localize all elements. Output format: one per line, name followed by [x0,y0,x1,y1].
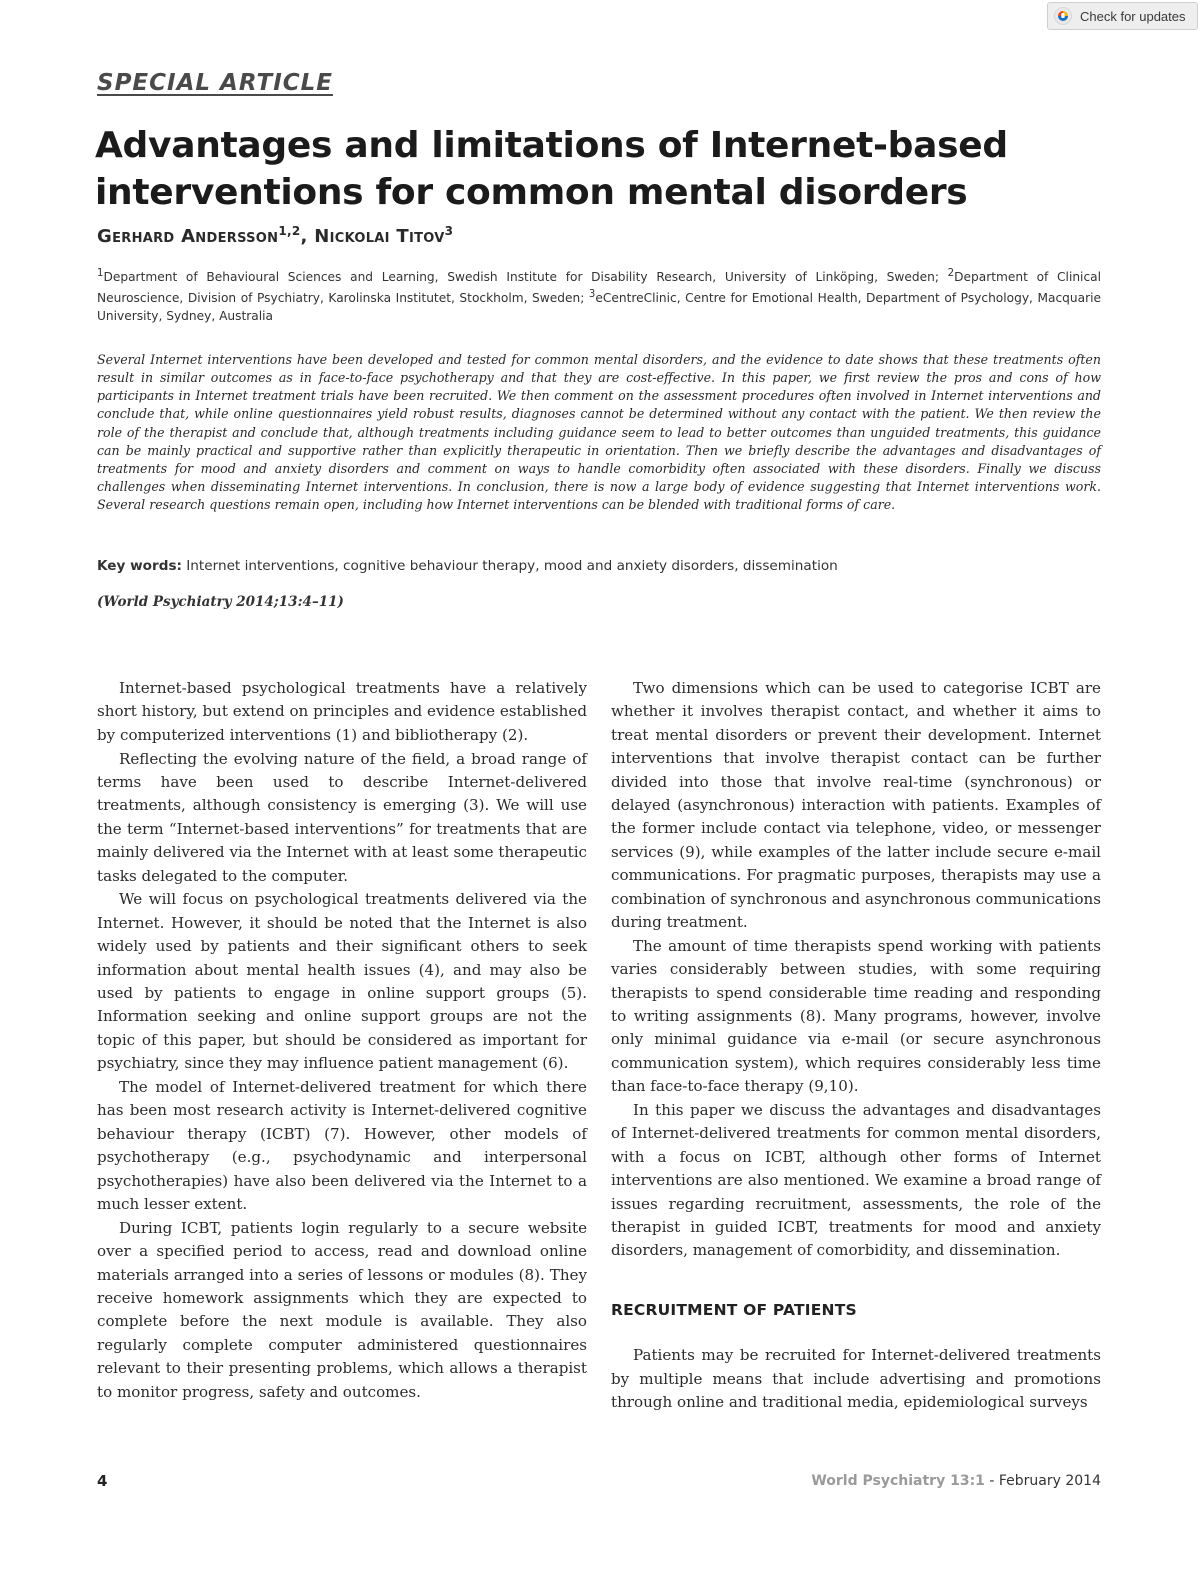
keywords [97,558,838,574]
affil-3-mark: 3 [588,289,596,301]
section-heading: RECRUITMENT OF PATIENTS [611,1300,857,1319]
author-2-name: Nickolai Titov [314,226,445,247]
affil-3-text: eCentreClinic, Centre for Emotional Health, Department of Psychology, Macquarie University, Sydney, Australia [97,291,1102,324]
check-for-updates-button[interactable] [1047,2,1198,30]
author-separator: , [300,226,315,247]
affil-1-text: Department of Behavioural Sciences and Learning, Swedish Institute for Disability Research, University of Linköping, Sweden; [103,270,948,285]
author-2-affil: 3 [444,224,454,238]
journal-name: World Psychiatry 13:1 [811,1473,985,1489]
body-paragraph: The amount of time therapists spend working with patients varies considerably between studies, with some requiring therapists to spend considerable time reading and responding to writing assignments (8). Many programs, however, involve only minimal guidance via e-mail (or secure asynchronous communication system), which requires considerably less time than face-to-face therapy (9,10). [611,936,1101,1096]
article-title [95,122,1105,216]
right-column [611,677,1101,1415]
footer-dash: - [984,1473,999,1489]
body-paragraph: Reflecting the evolving nature of the field, a broad range of terms have been used to describe Internet-delivered treatments, although consistency is emerging (3). We will use the term “Internet-based interventions” for treatments that are mainly delivered via the Internet with at least some therapeutic tasks delegated to the computer. [97,749,587,885]
author-1-affil: 1,2 [278,224,301,238]
keywords-text: Internet interventions, cognitive behaviour therapy, mood and anxiety disorders, dissemination [181,558,838,574]
affil-2-text: Department of Clinical Neuroscience, Division of Psychiatry, Karolinska Institutet, Stockholm, Sweden; [97,270,1101,306]
affil-2-mark: 2 [947,268,955,279]
affil-1-mark: 1 [97,268,104,279]
body-paragraph: We will focus on psychological treatments delivered via the Internet. However, it should be noted that the Internet is also widely used by patients and their significant others to seek information about mental health issues (4), and may also be used by patients to engage in online support groups (5). Information seeking and online support groups are not the topic of this paper, but should be considered as important for psychiatry, since they may influence patient management (6). [97,890,587,1073]
page-number: 4 [97,1472,108,1490]
body-paragraph: The model of Internet-delivered treatment for which there has been most research activity is Internet-delivered cognitive behaviour therapy (ICBT) (7). However, other models of psychotherapy (e.g., psychodynamic and interpersonal psychotherapies) have also been delivered via the Internet to a much lesser extent. [97,1077,587,1213]
title-line-2: interventions for common mental disorders [95,172,968,213]
left-column [97,677,587,1404]
check-updates-icon [1054,7,1072,25]
title-line-1: Advantages and limitations of Internet-based [95,125,1008,166]
body-paragraph: Internet-based psychological treatments have a relatively short history, but extend on principles and evidence established by computerized interventions (1) and bibliotherapy (2). [97,679,587,744]
keywords-label: Key words: [97,558,182,574]
body-paragraph: Patients may be recruited for Internet-delivered treatments by multiple means that include advertising and promotions through online and traditional media, epidemiological surveys [611,1346,1101,1412]
section-label: SPECIAL ARTICLE [97,70,334,96]
affiliations [97,265,1101,325]
body-paragraph: In this paper we discuss the advantages and disadvantages of Internet-delivered treatments for common mental disorders, with a focus on ICBT, although other forms of Internet interventions are also mentioned. We examine a broad range of issues regarding recruitment, assessments, the role of the therapist in guided ICBT, treatments for mood and anxiety disorders, management of comorbidity, and dissemination. [611,1101,1101,1260]
body-paragraph: During ICBT, patients login regularly to a secure website over a specified period to access, read and download online materials arranged into a series of lessons or modules (8). They receive homework assignments which they are expected to complete before the next module is available. They also regularly complete computer administered questionnaires relevant to their presenting problems, which allows a therapist to monitor progress, safety and outcomes. [97,1218,587,1401]
check-updates-label: Check for updates [1080,8,1186,24]
body-paragraph: Two dimensions which can be used to categorise ICBT are whether it involves therapist contact, and whether it aims to treat mental disorders or prevent their development. Internet interventions that involve therapist contact can be further divided into those that involve real-time (synchronous) or delayed (asynchronous) interaction with patients. Examples of the former include contact via telephone, video, or messenger services (9), while examples of the latter include secure e-mail communications. For pragmatic purposes, therapists may use a combination of synchronous and asynchronous communications during treatment. [611,679,1101,932]
issue-date: February 2014 [998,1473,1101,1489]
abstract: Several Internet interventions have been developed and tested for common mental disorders, and the evidence to date shows that these treatments often result in similar outcomes as in face-to-face psychotherapy and that they are cost-effective. In this paper, we first review the pros and cons of how participants in Internet treatment trials have been recruited. We then comment on the assessment procedures often involved in Internet interventions and conclude that, while online questionnaires yield robust results, diagnoses cannot be determined without any contact with the patient. We then review the role of the therapist and conclude that, although treatments including guidance seem to lead to better outcomes than unguided treatments, this guidance can be mainly practical and supportive rather than explicitly therapeutic in orientation. Then we briefly describe the advantages and disadvantages of treatments for mood and anxiety disorders and comment on ways to handle comorbidity often associated with these disorders. Finally we discuss challenges when disseminating Internet interventions. In conclusion, there is now a large body of evidence suggesting that Internet interventions work. Several research questions remain open, including how Internet interventions can be blended with traditional forms of care. [97,352,1101,513]
citation: (World Psychiatry 2014;13:4–11) [97,594,344,610]
journal-footer [811,1473,1101,1489]
author-1-name: Gerhard Andersson [97,226,279,247]
authors [97,224,453,247]
